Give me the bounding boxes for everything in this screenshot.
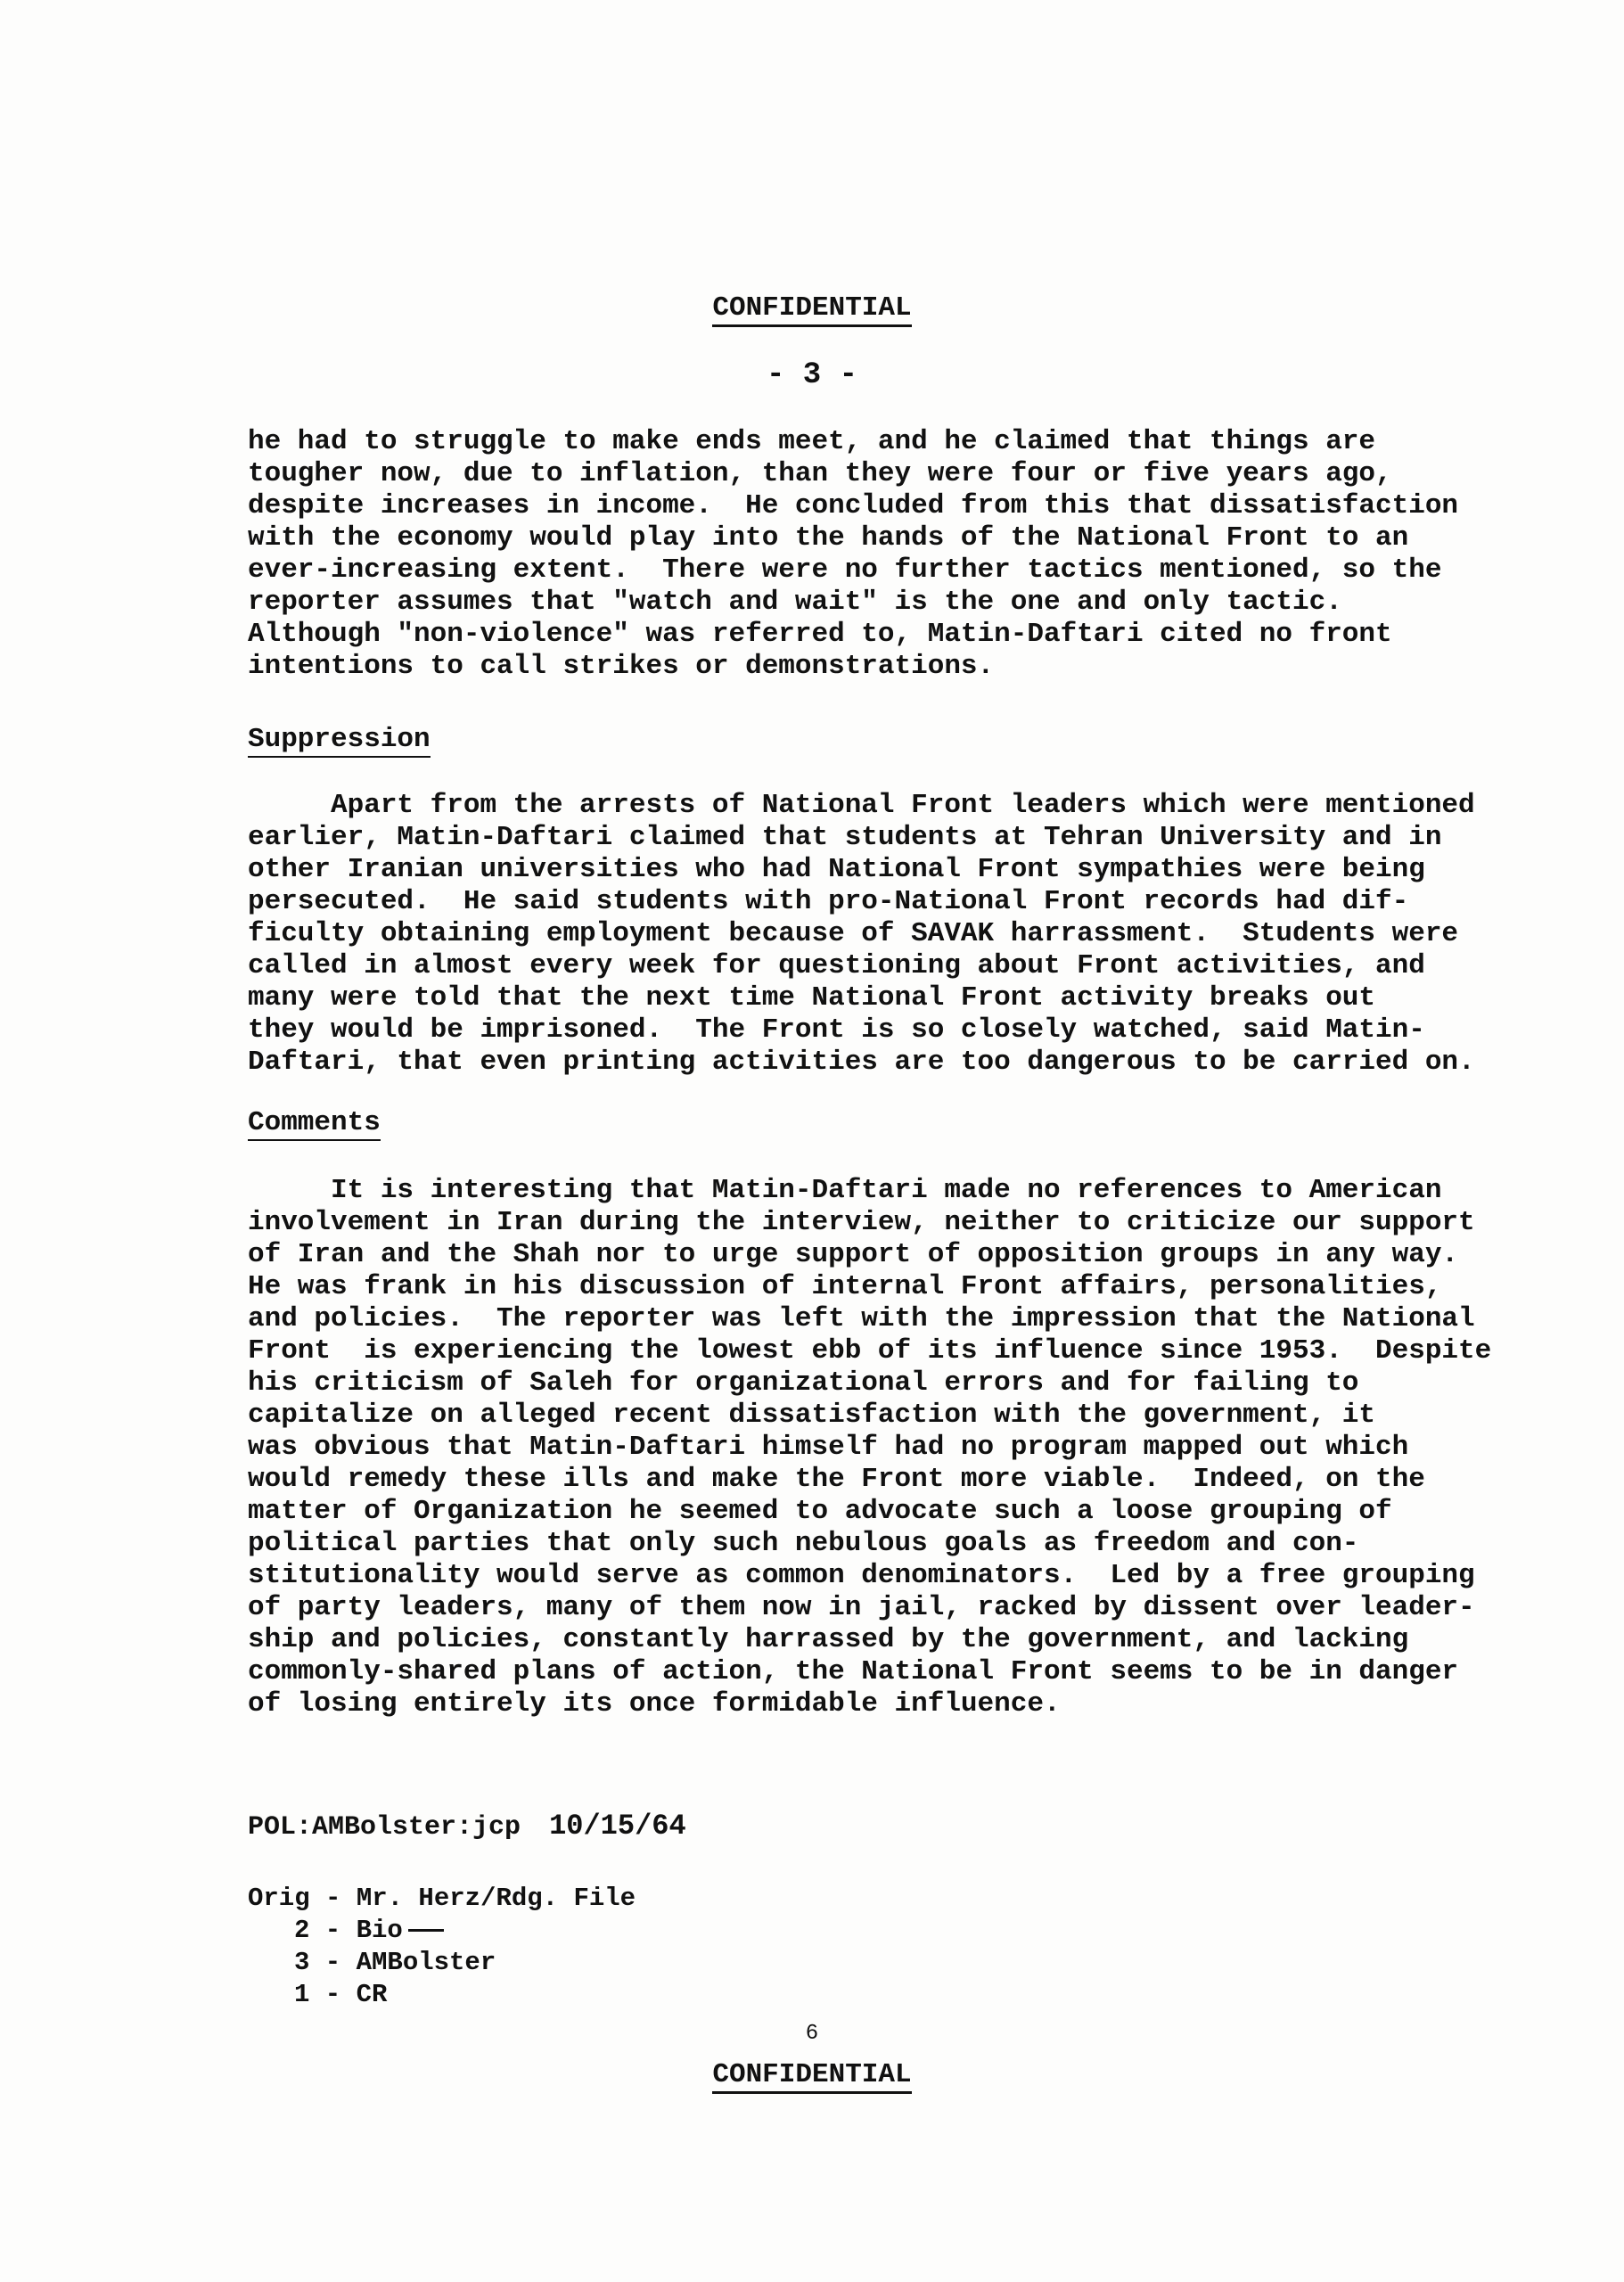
distribution-item-text: 2 - Bio xyxy=(294,1916,403,1945)
text-line: Apart from the arrests of National Front leaders which were mentioned xyxy=(248,790,1475,821)
text-line: many were told that the next time National Front activity breaks out xyxy=(248,982,1376,1014)
text-line: ever-increasing extent. There were no further tactics mentioned, so the xyxy=(248,554,1442,586)
text-line: stitutionality would serve as common denominators. Led by a free grouping xyxy=(248,1560,1475,1591)
paragraph-suppression xyxy=(248,790,1496,1079)
distribution-list xyxy=(248,1883,636,2011)
distribution-item: 3 - AMBolster xyxy=(294,1948,496,1977)
text-line: he had to struggle to make ends meet, and he claimed that things are xyxy=(248,426,1376,457)
text-line: matter of Organization he seemed to advocate such a loose grouping of xyxy=(248,1496,1392,1527)
text-line: earlier, Matin-Daftari claimed that students at Tehran University and in xyxy=(248,822,1442,853)
section-heading-suppression xyxy=(248,724,431,755)
handwritten-dash-mark xyxy=(408,1929,444,1932)
text-line: called in almost every week for questioning about Front activities, and xyxy=(248,950,1425,981)
text-line: Daftari, that even printing activities are too dangerous to be carried on. xyxy=(248,1047,1475,1078)
text-line: other Iranian universities who had National Front sympathies were being xyxy=(248,854,1425,885)
text-line: of losing entirely its once formidable influence. xyxy=(248,1688,1061,1720)
text-line: ficulty obtaining employment because of SAVAK harrassment. Students were xyxy=(248,918,1459,949)
section-heading-text: Comments xyxy=(248,1107,381,1141)
text-line: his criticism of Saleh for organizational errors and for failing to xyxy=(248,1367,1359,1399)
text-line: despite increases in income. He concluded from this that dissatisfaction xyxy=(248,490,1459,521)
text-line: was obvious that Matin-Daftari himself had no program mapped out which xyxy=(248,1432,1409,1463)
text-line: Although "non-violence" was referred to, Matin-Daftari cited no front xyxy=(248,619,1392,650)
handwritten-page-number: 6 xyxy=(805,2022,819,2046)
text-line: tougher now, due to inflation, than they were four or five years ago, xyxy=(248,458,1392,489)
text-line: persecuted. He said students with pro-National Front records had dif- xyxy=(248,886,1409,917)
text-line: intentions to call strikes or demonstrations. xyxy=(248,651,995,682)
classification-footer xyxy=(0,2059,1624,2090)
text-line: capitalize on alleged recent dissatisfaction with the government, it xyxy=(248,1400,1376,1431)
distribution-item: 1 - CR xyxy=(294,1980,388,2009)
drafting-date: 10/15/64 xyxy=(549,1810,686,1843)
text-line: would remedy these ills and make the Front more viable. Indeed, on the xyxy=(248,1464,1425,1495)
distribution-item: Orig - Mr. Herz/Rdg. File xyxy=(248,1884,636,1913)
paragraph-economy xyxy=(248,426,1496,683)
paragraph-comments xyxy=(248,1175,1496,1720)
classification-header xyxy=(0,292,1624,324)
text-line: ship and policies, constantly harrassed by the government, and lacking xyxy=(248,1624,1409,1655)
drafter-signature-line xyxy=(248,1810,686,1843)
section-heading-comments xyxy=(248,1107,381,1138)
text-line: with the economy would play into the hands of the National Front to an xyxy=(248,522,1409,554)
text-line: commonly-shared plans of action, the National Front seems to be in danger xyxy=(248,1656,1459,1687)
distribution-item xyxy=(248,1915,636,1947)
text-line: they would be imprisoned. The Front is so closely watched, said Matin- xyxy=(248,1014,1425,1046)
text-line: Front is experiencing the lowest ebb of its influence since 1953. Despite xyxy=(248,1335,1492,1367)
text-line: and policies. The reporter was left with the impression that the National xyxy=(248,1303,1475,1334)
page-number: - 3 - xyxy=(766,358,858,392)
classification-header-text: CONFIDENTIAL xyxy=(712,292,911,327)
text-line: involvement in Iran during the interview, neither to criticize our support xyxy=(248,1207,1475,1238)
text-line: political parties that only such nebulous goals as freedom and con- xyxy=(248,1528,1359,1559)
text-line: He was frank in his discussion of internal Front affairs, personalities, xyxy=(248,1271,1442,1302)
drafter-initials: POL:AMBolster:jcp xyxy=(248,1812,521,1843)
classification-footer-text: CONFIDENTIAL xyxy=(712,2059,911,2094)
text-line: of party leaders, many of them now in jail, racked by dissent over leader- xyxy=(248,1592,1475,1623)
section-heading-text: Suppression xyxy=(248,724,431,758)
text-line: It is interesting that Matin-Daftari made no references to American xyxy=(248,1175,1442,1206)
text-line: of Iran and the Shah nor to urge support of opposition groups in any way. xyxy=(248,1239,1459,1270)
text-line: reporter assumes that "watch and wait" is the one and only tactic. xyxy=(248,587,1342,618)
